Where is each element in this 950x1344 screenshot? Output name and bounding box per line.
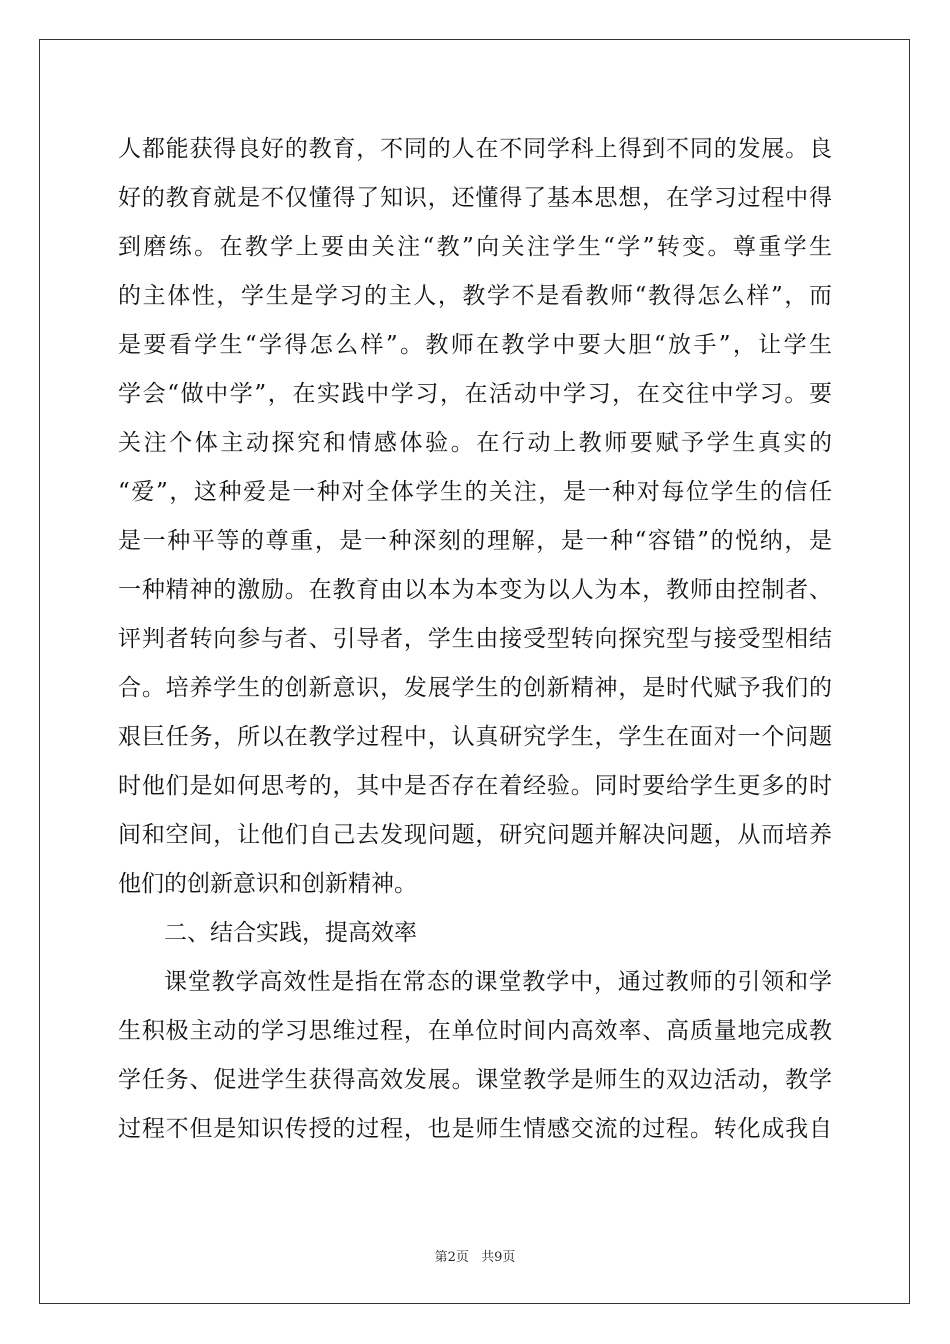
text-line: 时他们是如何思考的，其中是否存在着经验。同时要给学生更多的时: [118, 773, 832, 799]
text-line: 过程不但是知识传授的过程，也是师生情感交流的过程。转化成我自: [118, 1116, 832, 1142]
text-line: 好的教育就是不仅懂得了知识，还懂得了基本思想，在学习过程中得: [118, 185, 832, 211]
text-line: 人都能获得良好的教育，不同的人在不同学科上得到不同的发展。良: [118, 136, 832, 162]
text-line: 学任务、促进学生获得高效发展。课堂教学是师生的双边活动，教学: [118, 1067, 832, 1093]
document-body: [118, 129, 832, 1158]
text-line: 是一种平等的尊重，是一种深刻的理解，是一种“容错”的悦纳，是: [118, 528, 832, 554]
text-line: 到磨练。在教学上要由关注“教”向关注学生“学”转变。尊重学生: [118, 234, 832, 260]
text-line: 的主体性，学生是学习的主人，教学不是看教师“教得怎么样”，而: [118, 283, 832, 309]
text-line: 间和空间，让他们自己去发现问题，研究问题并解决问题，从而培养: [118, 822, 832, 848]
section-heading: 二、结合实践，提高效率: [164, 920, 417, 946]
text-line: 合。培养学生的创新意识，发展学生的创新精神，是时代赋予我们的: [118, 675, 832, 701]
text-line: 是要看学生“学得怎么样”。教师在教学中要大胆“放手”，让学生: [118, 332, 832, 358]
page-total: 共9页: [481, 1250, 516, 1265]
text-line: “爱”，这种爱是一种对全体学生的关注，是一种对每位学生的信任: [118, 479, 832, 505]
text-line: 艰巨任务，所以在教学过程中，认真研究学生，学生在面对一个问题: [118, 724, 832, 750]
page-footer: [0, 1246, 950, 1265]
text-line: 生积极主动的学习思维过程，在单位时间内高效率、高质量地完成教: [118, 1018, 832, 1044]
paragraph-first-line: 课堂教学高效性是指在常态的课堂教学中，通过教师的引领和学: [164, 969, 832, 995]
paragraph-end-line: 他们的创新意识和创新精神。: [118, 871, 417, 897]
text-line: 关注个体主动探究和情感体验。在行动上教师要赋予学生真实的: [118, 430, 832, 456]
page-number: 第2页: [434, 1250, 469, 1265]
text-line: 评判者转向参与者、引导者，学生由接受型转向探究型与接受型相结: [118, 626, 832, 652]
text-line: 学会“做中学”，在实践中学习，在活动中学习，在交往中学习。要: [118, 381, 832, 407]
text-line: 一种精神的激励。在教育由以本为本变为以人为本，教师由控制者、: [118, 577, 832, 603]
